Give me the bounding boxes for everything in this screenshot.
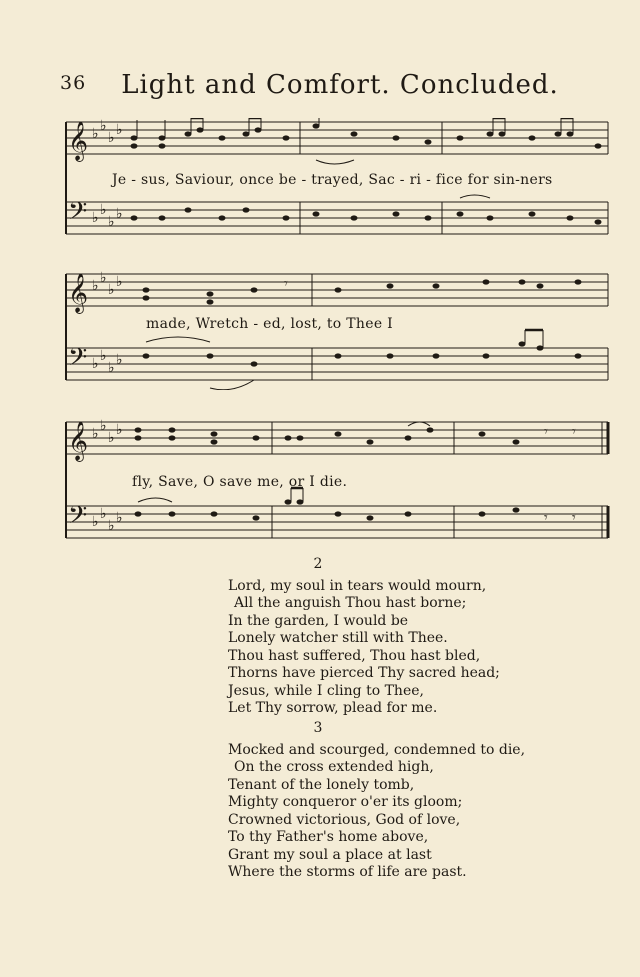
svg-text:♭: ♭	[108, 282, 115, 298]
svg-text:𝄾: 𝄾	[284, 276, 288, 292]
svg-text:♭: ♭	[108, 518, 115, 534]
verse-line: Mighty conqueror o'er its gloom;	[228, 794, 463, 810]
music-system-1	[62, 118, 612, 243]
svg-text:♭: ♭	[108, 430, 115, 446]
svg-text:♭: ♭	[92, 514, 99, 530]
verse-line: Where the storms of life are past.	[228, 864, 467, 880]
svg-text:𝄢: 𝄢	[68, 501, 88, 536]
verse-line: Tenant of the lonely tomb,	[228, 776, 415, 793]
verse-line: Jesus, while I cling to Thee,	[228, 682, 424, 699]
verse-line: All the anguish Thou hast borne;	[234, 595, 467, 611]
svg-text:♭: ♭	[92, 356, 99, 372]
svg-text:♭: ♭	[100, 506, 107, 522]
verse-3	[228, 720, 525, 882]
lyrics-line-3: fly, Save, O save me, or I die.	[132, 474, 348, 490]
svg-text:𝄢: 𝄢	[68, 343, 88, 378]
svg-text:♭: ♭	[116, 510, 123, 526]
verse-line: In the garden, I would be	[228, 612, 409, 629]
svg-text:♭: ♭	[100, 348, 107, 364]
svg-text:♭: ♭	[108, 360, 115, 376]
svg-text:𝄞: 𝄞	[68, 273, 89, 313]
svg-text:𝄾: 𝄾	[572, 510, 576, 526]
verse-number: 2	[313, 556, 323, 572]
verse-line: Lord, my soul in tears would mourn,	[228, 577, 487, 594]
page-title: Light and Comfort. Concluded.	[121, 70, 559, 100]
svg-text:𝄢: 𝄢	[68, 197, 88, 232]
music-system-3	[62, 418, 612, 550]
verse-line: Let Thy sorrow, plead for me.	[228, 700, 438, 716]
verse-number: 3	[313, 720, 323, 736]
svg-text:♭: ♭	[100, 270, 107, 286]
svg-text:♭: ♭	[116, 352, 123, 368]
svg-text:𝄾: 𝄾	[544, 424, 548, 440]
music-system-2	[62, 270, 612, 390]
svg-text:♭: ♭	[100, 418, 107, 434]
verse-line: On the cross extended high,	[234, 759, 434, 775]
svg-text:♭: ♭	[116, 122, 123, 138]
svg-text:𝄞: 𝄞	[68, 421, 89, 461]
verse-2	[228, 556, 500, 718]
svg-text:♭: ♭	[100, 118, 107, 134]
verse-line: Lonely watcher still with Thee.	[228, 630, 448, 646]
svg-text:♭: ♭	[108, 214, 115, 230]
svg-text:𝄾: 𝄾	[572, 424, 576, 440]
svg-text:♭: ♭	[108, 130, 115, 146]
verse-line: Thorns have pierced Thy sacred head;	[228, 665, 500, 681]
verse-line: Crowned victorious, God of love,	[228, 811, 461, 828]
svg-text:𝄾: 𝄾	[544, 510, 548, 526]
svg-text:♭: ♭	[116, 422, 123, 438]
lyrics-line-1: Je - sus, Saviour, once be - trayed, Sac - ri - fice for sin-ners	[112, 172, 553, 188]
page-number: 36	[60, 72, 87, 94]
svg-text:♭: ♭	[92, 426, 99, 442]
svg-text:♭: ♭	[92, 278, 99, 294]
svg-text:♭: ♭	[92, 210, 99, 226]
svg-text:♭: ♭	[100, 202, 107, 218]
svg-text:𝄞: 𝄞	[68, 121, 89, 161]
lyrics-line-2: made, Wretch - ed, lost, to Thee I	[146, 316, 393, 332]
verse-line: Mocked and scourged, condemned to die,	[228, 741, 526, 758]
svg-text:♭: ♭	[92, 126, 99, 142]
verse-line: To thy Father's home above,	[228, 829, 429, 845]
svg-text:♭: ♭	[116, 206, 123, 222]
svg-text:♭: ♭	[116, 274, 123, 290]
verse-line: Grant my soul a place at last	[228, 846, 432, 863]
verse-line: Thou hast suffered, Thou hast bled,	[228, 647, 481, 664]
